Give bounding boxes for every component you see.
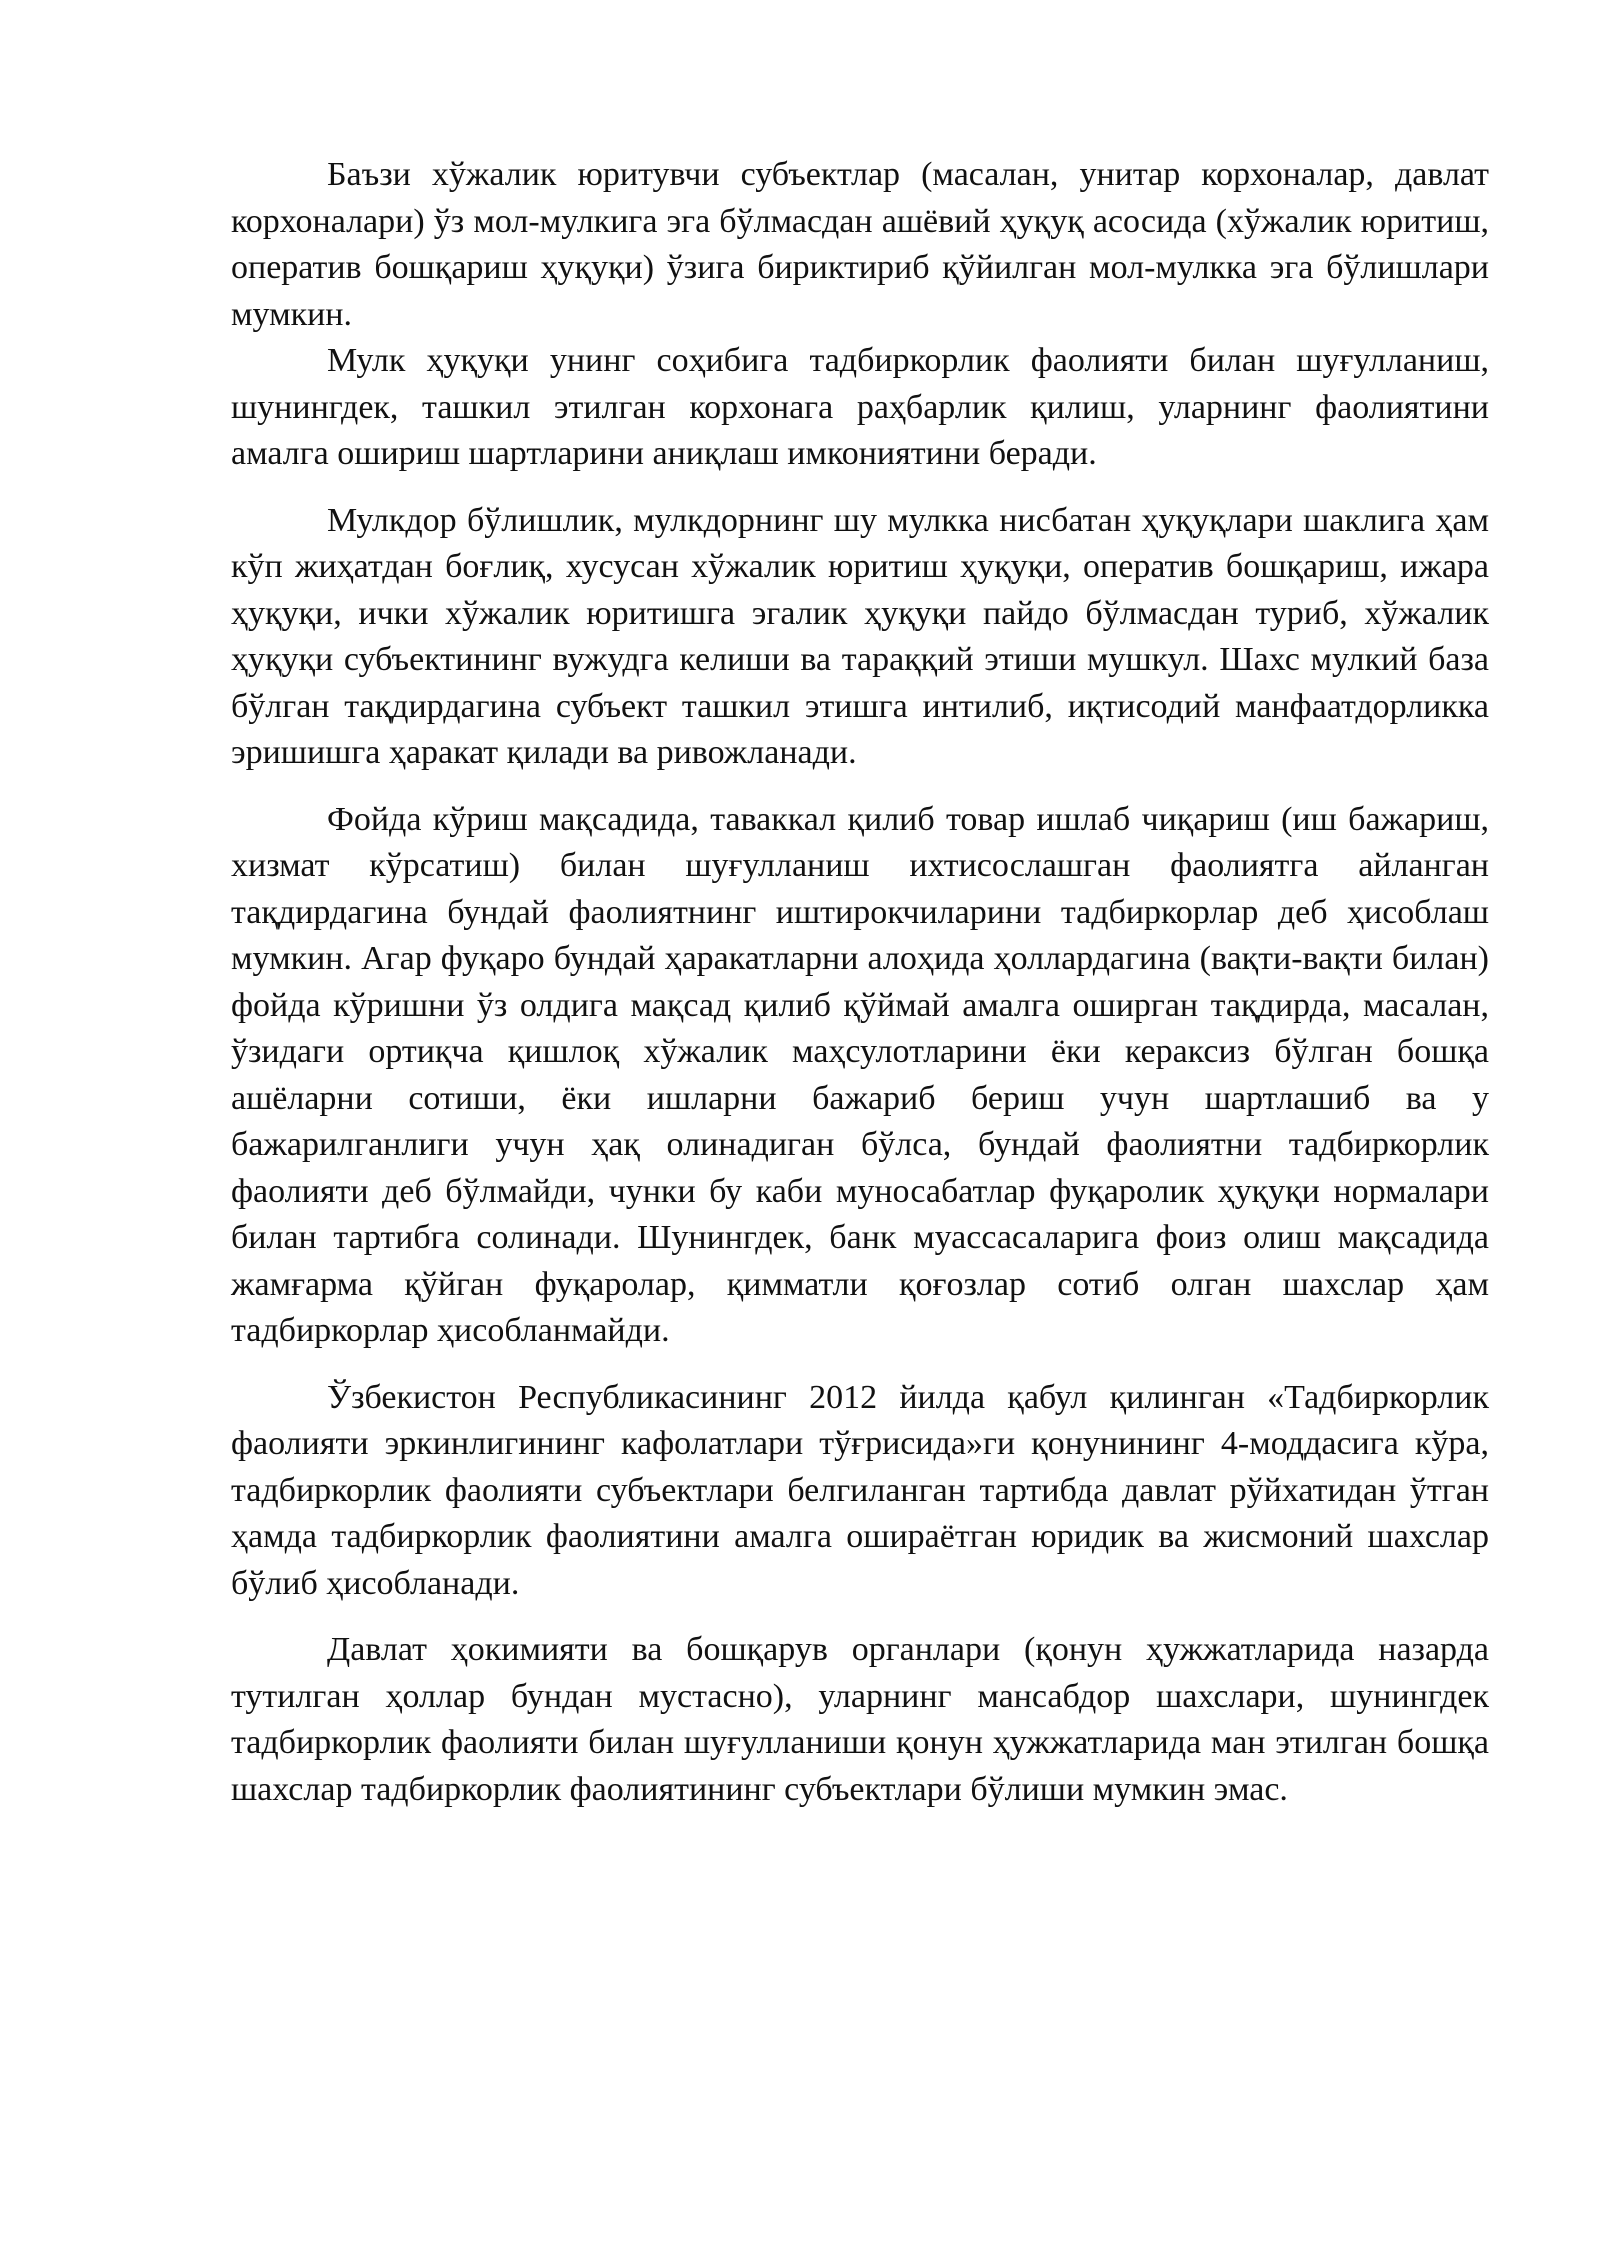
paragraph-6: Давлат ҳокимияти ва бошқарув органлари (қонун ҳужжатларида назарда тутилган ҳоллар бундан мустасно), уларнинг мансабдор шахслари, шунингдек тадбиркорлик фаолияти билан шуғулланиши қонун ҳужжатларида ман этилган бошқа шахслар тадбиркорлик фаолиятининг субъектлари бўлиши мумкин эмас.: [231, 1631, 1489, 1808]
paragraph-3: Мулкдор бўлишлик, мулкдорнинг шу мулкка нисбатан ҳуқуқлари шаклига ҳам кўп жиҳатдан боғлиқ, хусусан хўжалик юритиш ҳуқуқи, оператив бошқариш, ижара ҳуқуқи, ички хўжалик юритишга эгалик ҳуқуқи пайдо бўлмасдан туриб, хўжалик ҳуқуқи субъектининг вужудга келиши ва тараққий этиши мушкул. Шахс мулкий база бўлган тақдирдагина субъект ташкил этишга интилиб, иқтисодий манфаатдорликка эришишга ҳаракат қилади ва ривожланади.: [231, 501, 1489, 771]
paragraph-2: Мулк ҳуқуқи унинг соҳибига тадбиркорлик фаолияти билан шуғулланиш, шунингдек, ташкил этилган корхонага раҳбарлик қилиш, уларнинг фаолиятини амалга ошириш шартларини аниқлаш имкониятини беради.: [231, 342, 1489, 472]
document-body: [231, 152, 1489, 1813]
paragraph-5: Ўзбекистон Республикасининг 2012 йилда қабул қилинган «Тадбиркорлик фаолияти эркинлигининг кафолатлари тўғрисида»ги қонунининг 4-моддасига кўра, тадбиркорлик фаолияти субъектлари белгиланган тартибда давлат рўйхатидан ўтган ҳамда тадбиркорлик фаолиятини амалга ошираётган юридик ва жисмоний шахслар бўлиб ҳисобланади.: [231, 1378, 1489, 1602]
paragraph-4: Фойда кўриш мақсадида, таваккал қилиб товар ишлаб чиқариш (иш бажариш, хизмат кўрсатиш) билан шуғулланиш ихтисослашган фаолиятга айланган тақдирдагина бундай фаолиятнинг иштирокчиларини тадбиркорлар деб ҳисоблаш мумкин. Агар фуқаро бундай ҳаракатларни алоҳида ҳоллардагина (вақти-вақти билан) фойда кўришни ўз олдига мақсад қилиб қўймай амалга оширган тақдирда, масалан, ўзидаги ортиқча қишлоқ хўжалик маҳсулотларини ёки кераксиз бўлган бошқа ашёларни сотиши, ёки ишларни бажариб бериш учун шартлашиб ва у бажарилганлиги учун ҳақ олинадиган бўлса, бундай фаолиятни тадбиркорлик фаолияти деб бўлмайди, чунки бу каби муносабатлар фуқаролик ҳуқуқи нормалари билан тартибга солинади. Шунингдек, банк муассасаларига фоиз олиш мақсадида жамғарма қўйган фуқаролар, қимматли қоғозлар сотиб олган шахслар ҳам тадбиркорлар ҳисобланмайди.: [231, 800, 1489, 1349]
paragraph-1: Баъзи хўжалик юритувчи субъектлар (масалан, унитар корхоналар, давлат корхоналари) ўз мол-мулкига эга бўлмасдан ашёвий ҳуқуқ асосида (хўжалик юритиш, оператив бошқариш ҳуқуқи) ўзига бириктириб қўйилган мол-мулкка эга бўлишлари мумкин.: [231, 156, 1489, 333]
